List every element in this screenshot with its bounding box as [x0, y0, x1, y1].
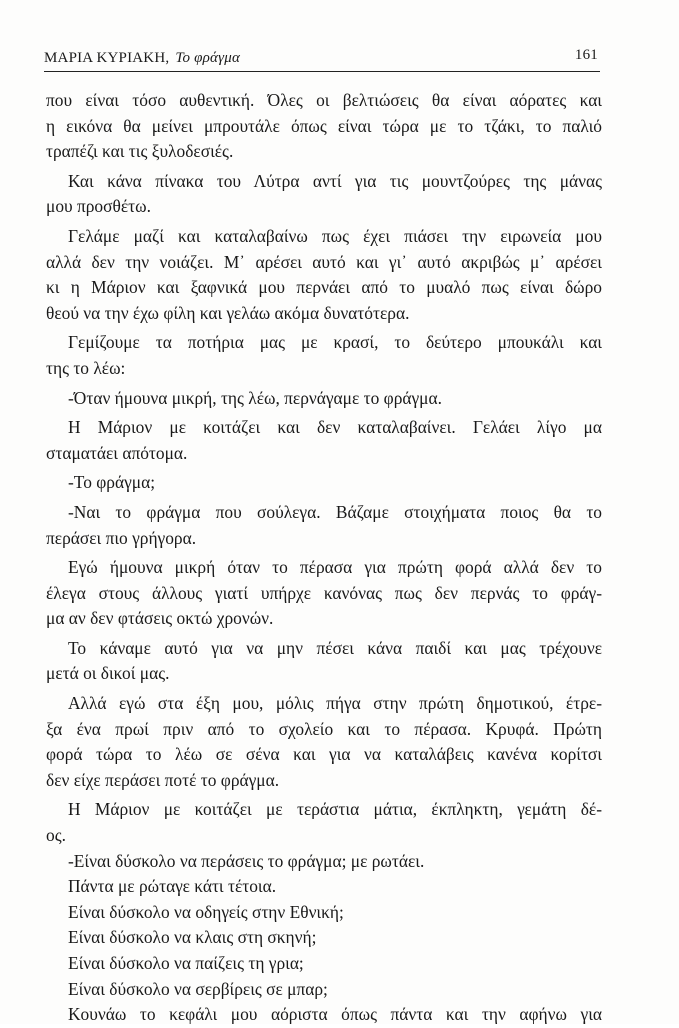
text-line: έλεγα στους άλλους γιατί υπήρχε κανόνας πως δεν περνάς το φράγ-: [46, 582, 602, 603]
text-line: της το λέω:: [46, 357, 126, 378]
text-line: κι η Μάριον και ξαφνικά μου περνάει από το μυαλό πως είναι δώρο: [46, 277, 602, 298]
author-name: ΜΑΡΙΑ ΚΥΡΙΑΚΗ,: [44, 50, 170, 66]
text-line: Το κάναμε αυτό για να μην πέσει κάνα παιδί και μας τρέχουνε: [68, 637, 602, 658]
text-line: Πάντα με ρώταγε κάτι τέτοια.: [68, 876, 277, 897]
text-line: σταματάει απότομα.: [46, 442, 188, 463]
text-line: Αλλά εγώ στα έξη μου, μόλις πήγα στην πρώτη δημοτικού, έτρε-: [68, 693, 602, 714]
text-line: Είναι δύσκολο να σερβίρεις σε μπαρ;: [68, 978, 328, 999]
text-line: Εγώ ήμουνα μικρή όταν το πέρασα για πρώτη φορά αλλά δεν το: [68, 557, 602, 578]
text-line: τραπέζι και τις ξυλοδεσιές.: [46, 141, 234, 162]
text-line: -Ναι το φράγμα που σούλεγα. Βάζαμε στοιχήματα ποιος θα το: [68, 501, 602, 522]
text-line: Είναι δύσκολο να οδηγείς στην Εθνική;: [68, 901, 344, 922]
text-line: μα αν δεν φτάσεις οκτώ χρονών.: [46, 608, 274, 629]
text-line: φορά τώρα το λέω σε σένα και για να καταλάβεις κανένα κορίτσι: [46, 744, 602, 765]
running-header: [44, 47, 600, 72]
text-line: η εικόνα θα μείνει μπρουτάλε όπως είναι τώρα με το τζάκι, το παλιό: [46, 115, 602, 136]
text-line: ξα ένα πρωί πριν από το σχολείο και το πέρασα. Κρυφά. Πρώτη: [46, 718, 602, 739]
text-line: Κουνάω το κεφάλι μου αόριστα όπως πάντα και την αφήνω για: [68, 1004, 602, 1025]
text-line: Είναι δύσκολο να παίζεις τη γρια;: [68, 953, 304, 973]
text-line: Είναι δύσκολο να κλαις στη σκηνή;: [68, 927, 317, 948]
running-header-text: [44, 50, 240, 67]
text-line: αλλά δεν την νοιάζει. Μ᾽ αρέσει αυτό και γι᾽ αυτό ακριβώς μ᾽ αρέσει: [46, 251, 602, 272]
text-line: δεν είχε περάσει ποτέ το φράγμα.: [46, 769, 280, 790]
text-line: ος.: [46, 825, 66, 846]
header-rule: [44, 71, 600, 72]
text-line: μου προσθέτω.: [46, 196, 151, 217]
text-line: Η Μάριον με κοιτάζει και δεν καταλαβαίνει. Γελάει λίγο μα: [68, 417, 602, 438]
text-line: Γεμίζουμε τα ποτήρια μας με κρασί, το δεύτερο μπουκάλι και: [68, 332, 602, 353]
text-line: μετά οι δικοί μας.: [46, 663, 170, 684]
page-number: 161: [574, 47, 598, 63]
text-line: Και κάνα πίνακα του Λύτρα αντί για τις μουντζούρες της μάνας: [68, 170, 602, 191]
book-title: Το φράγμα: [175, 50, 241, 66]
text-line: που είναι τόσο αυθεντική. Όλες οι βελτιώσεις θα είναι αόρατες και: [46, 90, 602, 110]
text-line: θεού να την έχω φίλη και γελάω ακόμα δυνατότερα.: [46, 302, 410, 323]
text-line: Γελάμε μαζί και καταλαβαίνω πως έχει πιάσει την ειρωνεία μου: [68, 225, 602, 246]
text-line: -Είναι δύσκολο να περάσεις το φράγμα; με ρωτάει.: [68, 850, 425, 871]
body-text: [46, 88, 602, 1028]
text-line: περάσει πιο γρήγορα.: [46, 527, 197, 548]
text-line: Η Μάριον με κοιτάζει με τεράστια μάτια, έκπληκτη, γεμάτη δέ-: [68, 799, 602, 820]
text-line: -Το φράγμα;: [68, 472, 156, 493]
text-line: -Όταν ήμουνα μικρή, της λέω, περνάγαμε το φράγμα.: [68, 387, 442, 408]
